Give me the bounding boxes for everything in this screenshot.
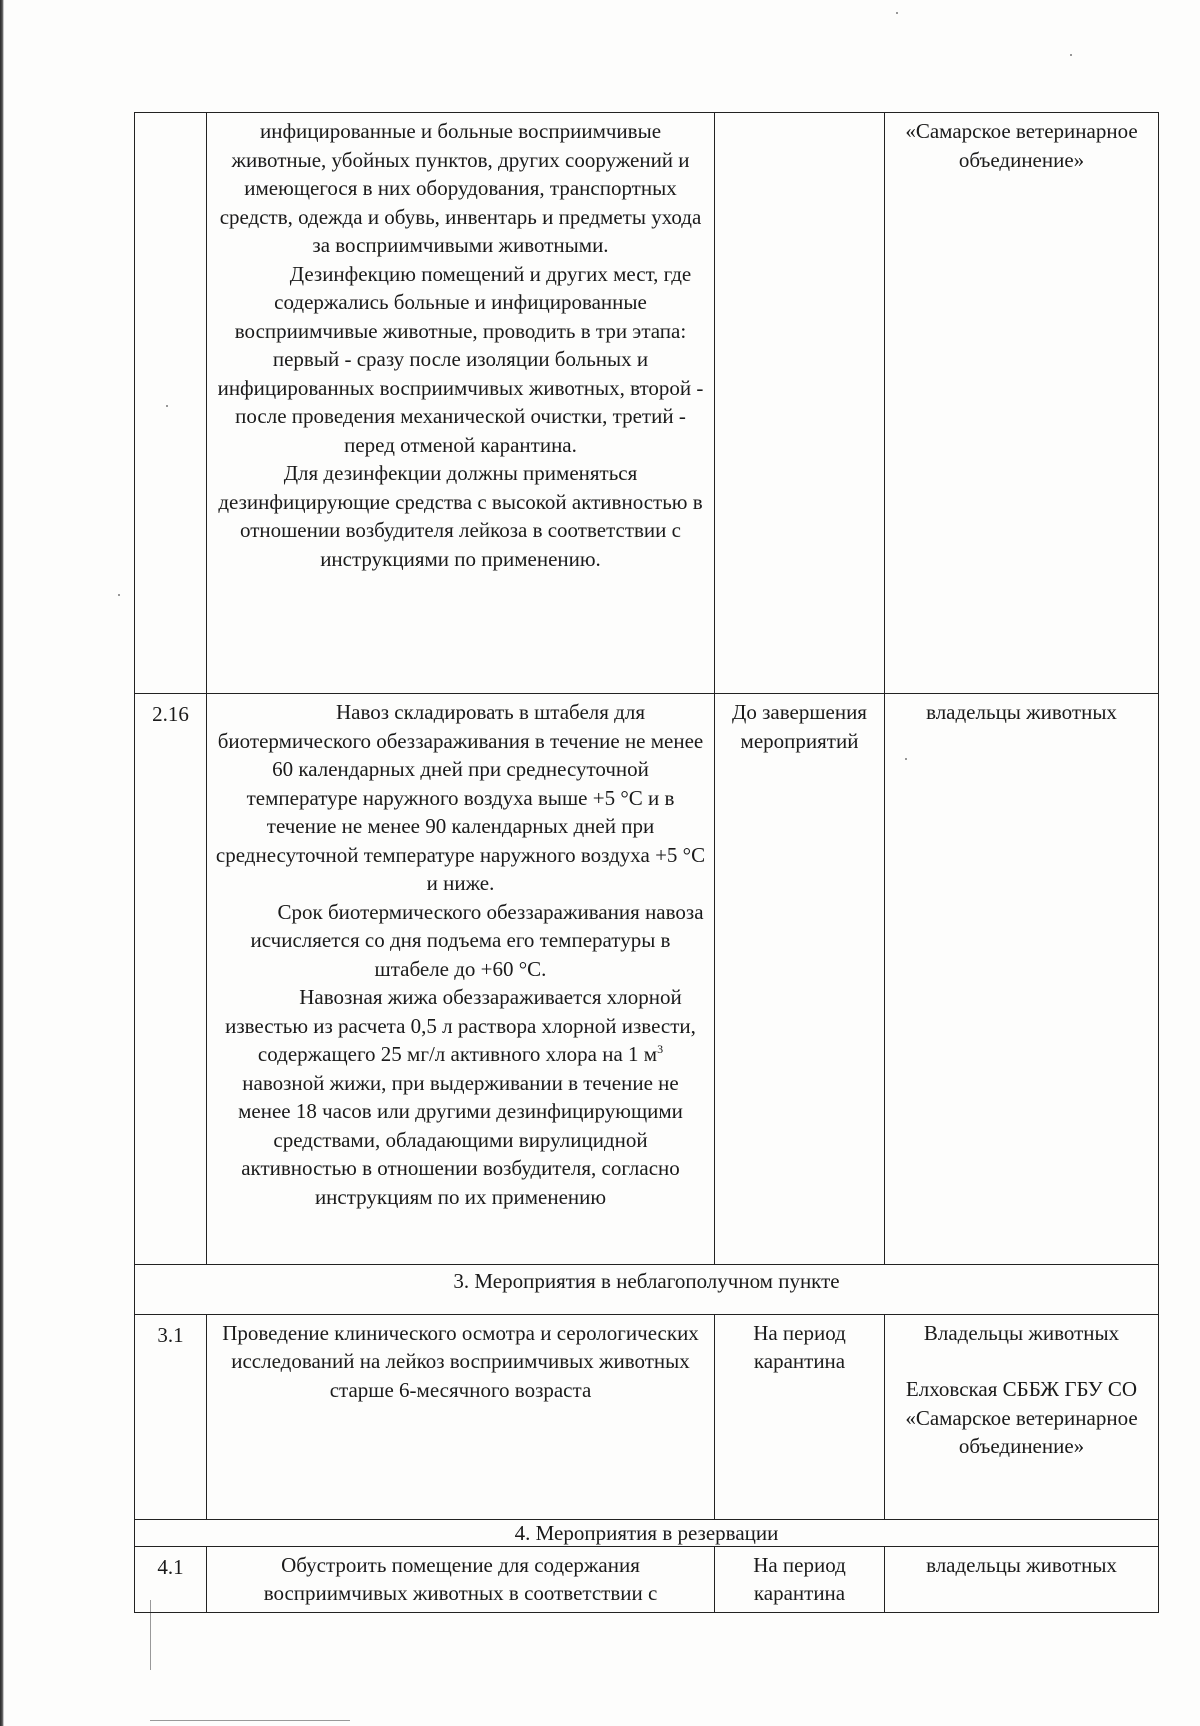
section-heading: 4. Мероприятия в резервации [135,1519,1159,1546]
measure-text: навозной жижи, при выдерживании в течение не менее 18 часов или другими дезинфицирующими средствами, обладающими вирулицидной активностью в отношении возбудителя, согласно инструкциям по их применению [238,1070,683,1209]
deadline-cell: На период карантина [715,1546,885,1612]
row-number-cell [135,113,207,694]
table-row [135,113,1159,694]
row-number-cell: 2.16 [135,694,207,1265]
measure-text: Навозная жижа обеззараживается хлорной известью из расчета 0,5 л раствора хлорной извести, содержащего 25 мг/л активного хлора на 1 м [225,985,696,1066]
section-row [135,1519,1159,1546]
responsible-cell: владельцы животных [885,1546,1159,1612]
measure-text-cell [207,694,715,1265]
measure-text-cell: Проведение клинического осмотра и серологических исследований на лейкоз восприимчивых животных старше 6-месячного возраста [207,1314,715,1519]
measure-text-cell [207,113,715,694]
responsible-cell [885,113,1159,694]
deadline-cell: На период карантина [715,1314,885,1519]
section-heading: 3. Мероприятия в неблагополучном пункте [135,1265,1159,1315]
scan-speck [896,12,898,14]
scan-speck [118,594,120,596]
responsible-text: Владельцы животных [923,1320,1120,1345]
measure-paragraph: инфицированные и больные восприимчивые животные, убойных пунктов, других сооружений и имеющегося в них оборудования, транспортных средств, одежда и обувь, инвентарь и предметы ухода за восприимчивыми животными. [219,119,702,257]
measure-paragraph: Навоз складировать в штабеля для биотермического обеззараживания в течение не менее 60 календарных дней при среднесуточной температуре наружного воздуха выше +5 °C и в течение не менее 90 календарных дней при среднесуточной температуре наружного воздуха +5 °C и ниже. [215,700,706,895]
measure-text-cell: Обустроить помещение для содержания восприимчивых животных в соответствии с [207,1546,715,1612]
deadline-cell: До завершения мероприятий [715,694,885,1265]
scan-mark [150,1720,350,1721]
measure-paragraph: Срок биотермического обеззараживания навоза исчисляется со дня подъема его температуры в штабеле до +60 °C. [250,899,704,981]
superscript: 3 [657,1042,664,1056]
scan-speck [1070,54,1072,56]
measures-table [134,112,1159,1613]
measure-paragraph: Для дезинфекции должны применяться дезинфицирующие средства с высокой активностью в отношении возбудителя лейкоза в соответствии с инструкциями по применению. [218,461,703,571]
table-row [135,694,1159,1265]
scan-page-edge [0,0,4,1726]
responsible-text: «Самарское ветеринарное объединение» [905,119,1138,172]
responsible-cell: владельцы животных [885,694,1159,1265]
deadline-cell [715,113,885,694]
section-row [135,1265,1159,1315]
row-number-cell: 4.1 [135,1546,207,1612]
measure-paragraph: Дезинфекцию помещений и других мест, где содержались больные и инфицированные восприимчивые животные, проводить в три этапа: первый - сразу после изоляции больных и инфицированных восприимчивых животных, второй - после проведения механической очистки, третий - перед отменой карантина. [217,261,704,457]
measure-paragraph [215,983,706,1211]
responsible-text: Елховская СББЖ ГБУ СО «Самарское ветеринарное объединение» [905,1377,1138,1458]
responsible-cell [885,1314,1159,1519]
table-row [135,1314,1159,1519]
table-row [135,1546,1159,1612]
row-number-cell: 3.1 [135,1314,207,1519]
